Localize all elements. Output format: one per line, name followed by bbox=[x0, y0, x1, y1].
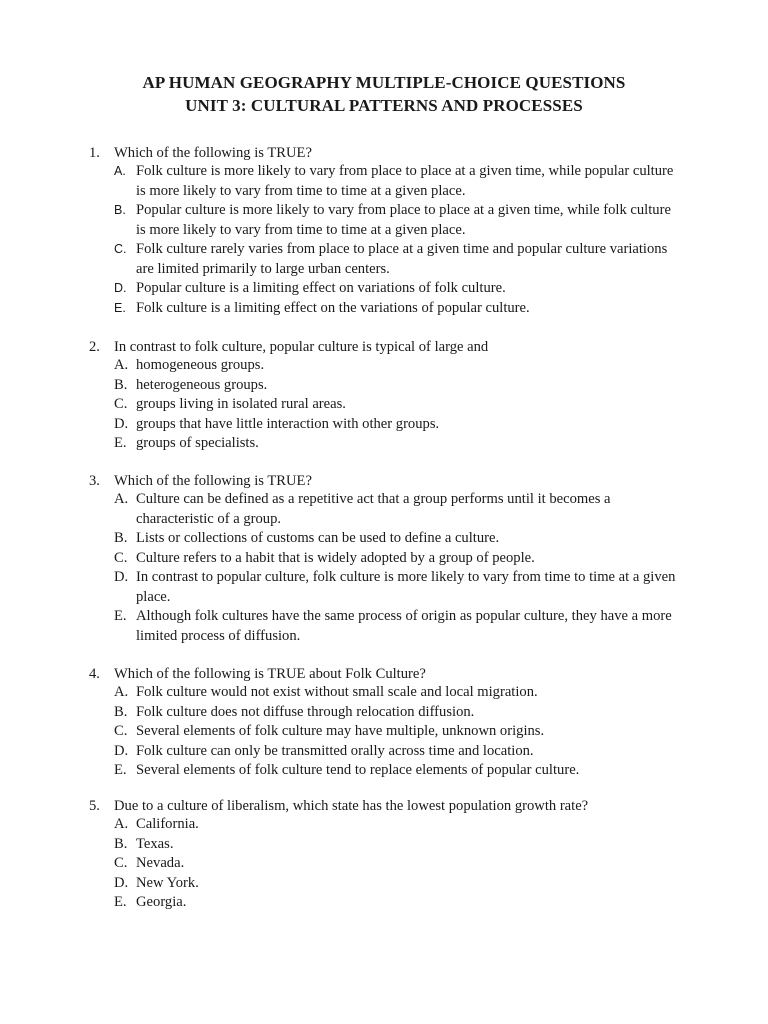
option-text: Popular culture is a limiting effect on variations of folk culture. bbox=[136, 280, 506, 296]
answer-options bbox=[0, 490, 768, 646]
option-letter: A. bbox=[114, 491, 129, 507]
answer-option-b bbox=[0, 703, 768, 723]
option-letter: A. bbox=[114, 684, 129, 700]
answer-option-d bbox=[0, 568, 768, 607]
option-letter: B. bbox=[114, 835, 128, 852]
option-text: homogeneous groups. bbox=[136, 357, 265, 373]
option-letter: A. bbox=[114, 164, 126, 178]
option-text: Folk culture does not diffuse through relocation diffusion. bbox=[136, 703, 475, 720]
option-letter: C. bbox=[114, 396, 128, 412]
answer-option-a bbox=[0, 162, 768, 201]
option-letter: D. bbox=[114, 281, 127, 295]
option-letter: C. bbox=[114, 242, 127, 256]
option-letter: C. bbox=[114, 549, 128, 566]
answer-option-b bbox=[0, 529, 768, 549]
question-number: 5. bbox=[89, 798, 100, 814]
option-text: Folk culture can only be transmitted orally across time and location. bbox=[136, 742, 534, 759]
answer-option-a bbox=[0, 356, 768, 376]
answer-option-b bbox=[0, 376, 768, 396]
option-letter: D. bbox=[114, 742, 129, 759]
option-letter: A. bbox=[114, 816, 129, 832]
question-number: 2. bbox=[89, 339, 100, 355]
option-text: Several elements of folk culture tend to replace elements of popular culture. bbox=[136, 762, 580, 778]
option-text: Culture can be defined as a repetitive act that a group performs until it becomes a characteristic of a group. bbox=[136, 491, 611, 527]
answer-option-a bbox=[0, 815, 768, 835]
option-letter: D. bbox=[114, 569, 129, 585]
document-subtitle: UNIT 3: CULTURAL PATTERNS AND PROCESSES bbox=[185, 96, 583, 115]
question-text: Which of the following is TRUE about Folk Culture? bbox=[114, 666, 426, 682]
question-number: 3. bbox=[89, 473, 100, 489]
answer-option-c bbox=[0, 240, 768, 279]
option-text: Folk culture rarely varies from place to place at a given time and popular culture variations are limited primarily to large urban centers. bbox=[136, 241, 668, 277]
answer-option-c bbox=[0, 722, 768, 742]
answer-option-e bbox=[0, 607, 768, 646]
answer-option-d bbox=[0, 742, 768, 762]
answer-options bbox=[0, 356, 768, 454]
option-text: Folk culture would not exist without small scale and local migration. bbox=[136, 684, 538, 700]
option-letter: B. bbox=[114, 376, 128, 393]
answer-option-a bbox=[0, 683, 768, 703]
answer-option-c bbox=[0, 549, 768, 569]
option-text: Nevada. bbox=[136, 855, 185, 871]
option-letter: E. bbox=[114, 435, 127, 451]
answer-option-d bbox=[0, 279, 768, 299]
question-number: 4. bbox=[89, 666, 100, 682]
answer-options bbox=[0, 815, 768, 913]
option-text: Although folk cultures have the same process of origin as popular culture, they have a more limited process of diffusion. bbox=[136, 608, 672, 644]
option-letter: E. bbox=[114, 608, 127, 624]
option-letter: E. bbox=[114, 894, 127, 910]
question-number: 1. bbox=[89, 145, 100, 161]
option-letter: C. bbox=[114, 855, 128, 871]
answer-option-b bbox=[0, 835, 768, 855]
option-letter: B. bbox=[114, 530, 128, 546]
answer-option-e bbox=[0, 299, 768, 319]
answer-option-c bbox=[0, 395, 768, 415]
option-text: Popular culture is more likely to vary from place to place at a given time, while folk culture is more likely to vary from time to time at a given place. bbox=[136, 202, 671, 238]
option-letter: B. bbox=[114, 703, 128, 720]
option-text: New York. bbox=[136, 874, 199, 891]
document-title: AP HUMAN GEOGRAPHY MULTIPLE-CHOICE QUESTIONS bbox=[142, 73, 626, 92]
answer-option-d bbox=[0, 415, 768, 435]
answer-option-e bbox=[0, 761, 768, 781]
question-text: Due to a culture of liberalism, which state has the lowest population growth rate? bbox=[114, 798, 589, 814]
option-letter: E. bbox=[114, 762, 127, 778]
option-text: Georgia. bbox=[136, 894, 187, 910]
answer-option-e bbox=[0, 434, 768, 454]
option-text: Several elements of folk culture may have multiple, unknown origins. bbox=[136, 723, 545, 739]
option-text: heterogeneous groups. bbox=[136, 376, 268, 393]
answer-options bbox=[0, 162, 768, 318]
option-text: groups that have little interaction with other groups. bbox=[136, 415, 440, 432]
answer-options bbox=[0, 683, 768, 781]
option-text: Folk culture is more likely to vary from place to place at a given time, while popular culture is more likely to vary from time to time at a given place. bbox=[136, 163, 674, 199]
option-text: Culture refers to a habit that is widely adopted by a group of people. bbox=[136, 549, 535, 566]
option-text: groups of specialists. bbox=[136, 435, 259, 451]
answer-option-e bbox=[0, 893, 768, 913]
question-text: Which of the following is TRUE? bbox=[114, 473, 312, 489]
answer-option-c bbox=[0, 854, 768, 874]
option-letter: D. bbox=[114, 415, 129, 432]
question-text: In contrast to folk culture, popular culture is typical of large and bbox=[114, 339, 489, 355]
option-letter: E. bbox=[114, 300, 126, 315]
option-letter: D. bbox=[114, 874, 129, 891]
option-text: California. bbox=[136, 816, 199, 832]
answer-option-b bbox=[0, 201, 768, 240]
answer-option-a bbox=[0, 490, 768, 529]
option-letter: B. bbox=[114, 203, 126, 217]
option-text: Lists or collections of customs can be used to define a culture. bbox=[136, 530, 500, 546]
question-text: Which of the following is TRUE? bbox=[114, 145, 312, 161]
option-text: groups living in isolated rural areas. bbox=[136, 396, 346, 412]
answer-option-d bbox=[0, 874, 768, 894]
option-text: In contrast to popular culture, folk culture is more likely to vary from time to time at a given place. bbox=[136, 569, 676, 605]
option-text: Texas. bbox=[136, 835, 174, 852]
option-letter: A. bbox=[114, 357, 129, 373]
option-text: Folk culture is a limiting effect on the variations of popular culture. bbox=[136, 299, 530, 316]
option-letter: C. bbox=[114, 723, 128, 739]
